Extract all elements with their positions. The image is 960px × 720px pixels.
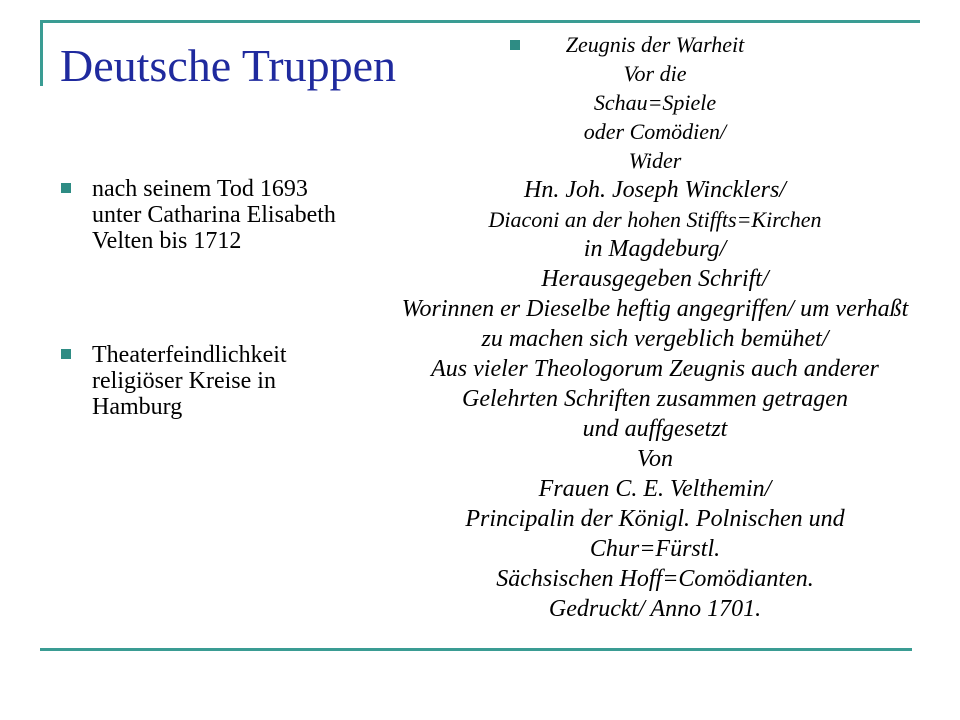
quote-line: oder Comödien/	[583, 119, 727, 144]
bullet-text: Theaterfeindlichkeit religiöser Kreise in Hamburg	[92, 342, 287, 420]
frame-line-top	[40, 20, 920, 23]
quote-line: Principalin der Königl. Polnischen und	[465, 506, 845, 532]
bullet-list	[60, 176, 360, 420]
square-bullet-icon	[61, 349, 71, 359]
quote-line: Vor die	[623, 61, 687, 86]
quote-line: Zeugnis der Warheit	[565, 32, 745, 57]
quote-line: Schau=Spiele	[593, 90, 717, 115]
quote-line: Chur=Fürstl.	[589, 536, 721, 562]
quote-line: Gedruckt/ Anno 1701.	[548, 596, 762, 622]
quote-line: und auffgesetzt	[582, 416, 728, 442]
bullet-item-theaterfeindlichkeit	[60, 342, 360, 420]
quote-line: Herausgegeben Schrift/	[541, 266, 769, 292]
slide-title: Deutsche Truppen	[60, 40, 397, 91]
quote-line: Frauen C. E. Velthemin/	[538, 476, 772, 502]
bullet-item-velten	[60, 176, 360, 254]
frame-line-left	[40, 20, 43, 86]
quote-line: in Magdeburg/	[583, 236, 727, 262]
bullet-text: nach seinem Tod 1693 unter Catharina Elisabeth Velten bis 1712	[92, 176, 336, 254]
title-page-quote	[370, 30, 940, 624]
quote-line: Diaconi an der hohen Stiffts=Kirchen	[488, 207, 822, 232]
quote-line: Hn. Joh. Joseph Wincklers/	[524, 177, 786, 203]
quote-line: Von	[637, 446, 673, 472]
square-bullet-icon	[61, 183, 71, 193]
quote-line: Sächsischen Hoff=Comödianten.	[496, 566, 814, 592]
quote-line: Wider	[628, 148, 682, 173]
quote-line: Gelehrten Schriften zusammen getragen	[462, 386, 848, 412]
frame-line-bottom	[40, 648, 912, 651]
quote-line: zu machen sich vergeblich bemühet/	[481, 326, 829, 352]
quote-line: Worinnen er Dieselbe heftig angegriffen/ um verhaßt	[401, 296, 909, 322]
quote-line: Aus vieler Theologorum Zeugnis auch anderer	[431, 356, 879, 382]
